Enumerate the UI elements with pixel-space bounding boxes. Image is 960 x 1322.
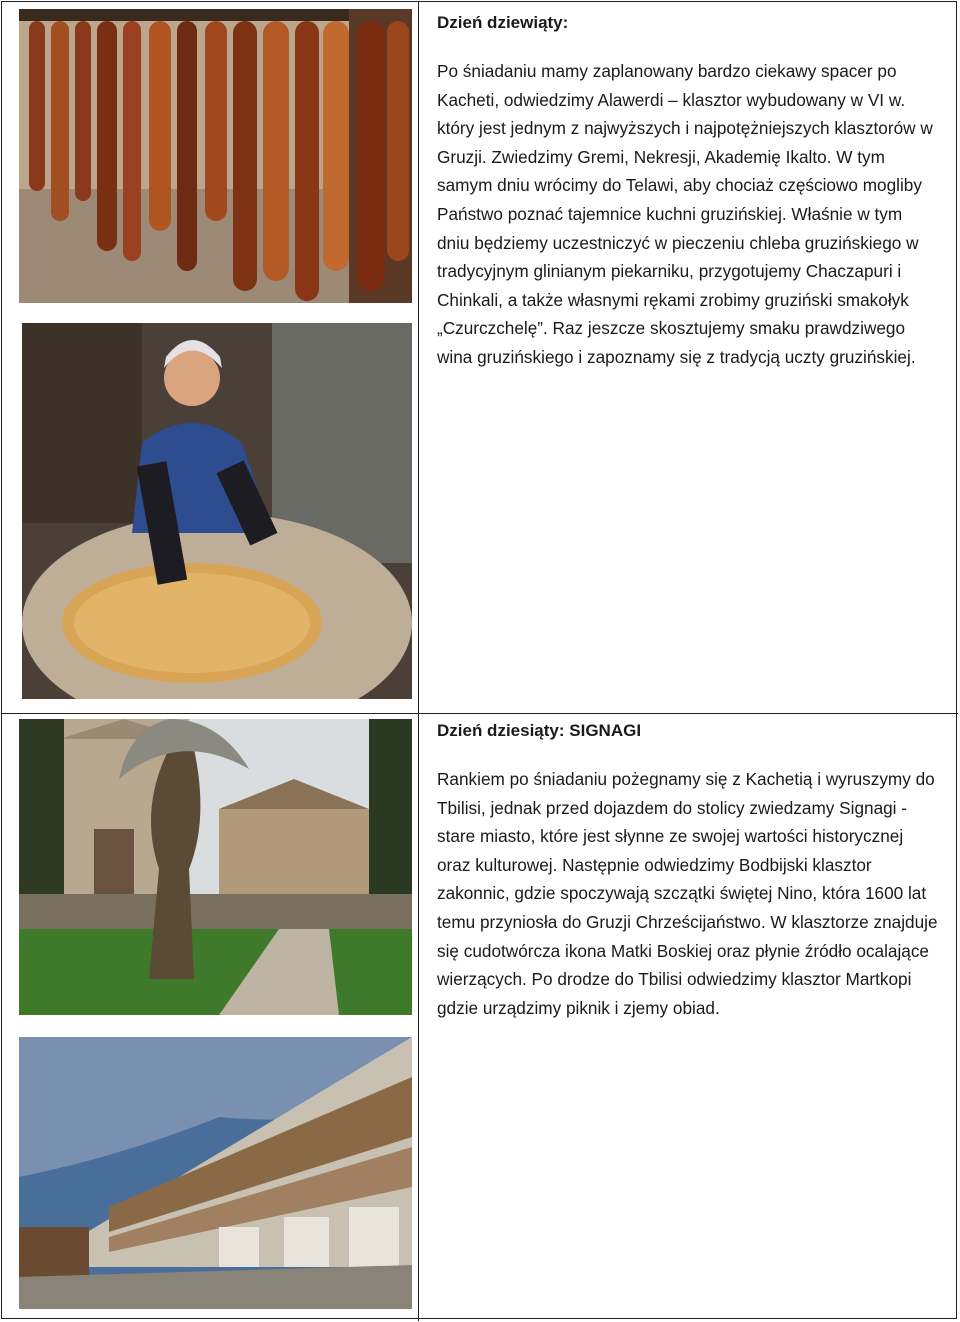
day9-body: Po śniadaniu mamy zaplanowany bardzo ciekawy spacer po Kacheti, odwiedzimy Alawerdi – klasztor wybudowany w VI w. który jest jednym z najwyższych i najpotężniejszych klasztorów w Gruzji. Zwiedzimy Gremi, Nekresji, Akademię Ikalto. W tym samym dniu wrócimy do Telawi, aby chociaż częściowo mogliby Państwo poznać tajemnice kuchni gruzińskiej. Właśnie w tym dniu będziemy uczestniczyć w pieczeniu chleba gruzińskiego w tradycyjnym glinianym piekarniku, przygotujemy Chaczapuri i Chinkali, a także własnymi rękami zrobimy gruziński smakołyk „Czurczchelę”. Raz jeszcze skosztujemy smaku prawdziwego wina gruzińskiego i zapoznamy się z tradycją uczty gruzińskiej. [437, 61, 933, 367]
churchkhela-photo [19, 9, 412, 303]
day10-section [437, 719, 939, 1022]
signagi-street-photo [19, 1037, 412, 1309]
monastery-photo [19, 719, 412, 1015]
day9-section [437, 11, 939, 372]
day9-title: Dzień dziewiąty: [437, 13, 569, 32]
day10-title: Dzień dziesiąty: SIGNAGI [437, 721, 642, 740]
day10-body: Rankiem po śniadaniu pożegnamy się z Kachetią i wyruszymy do Tbilisi, jednak przed dojazdem do stolicy zwiedzamy Signagi - stare miasto, które jest słynne ze swojej wartości historycznej oraz kulturowej. Następnie odwiedzimy Bodbijski klasztor zakonnic, gdzie spoczywają szczątki świętej Nino, która 1600 lat temu przyniosła do Gruzji Chrześcijaństwo. W klasztorze znajduje się cudotwórcza ikona Matki Boskiej oraz płynie źródło ocalające wierzących. Po drodze do Tbilisi odwiedzimy klasztor Martkopi gdzie urządzimy piknik i zjemy obiad. [437, 769, 938, 1018]
bread-baking-photo [22, 323, 412, 699]
column-divider [418, 1, 419, 1321]
row-divider [1, 713, 958, 714]
